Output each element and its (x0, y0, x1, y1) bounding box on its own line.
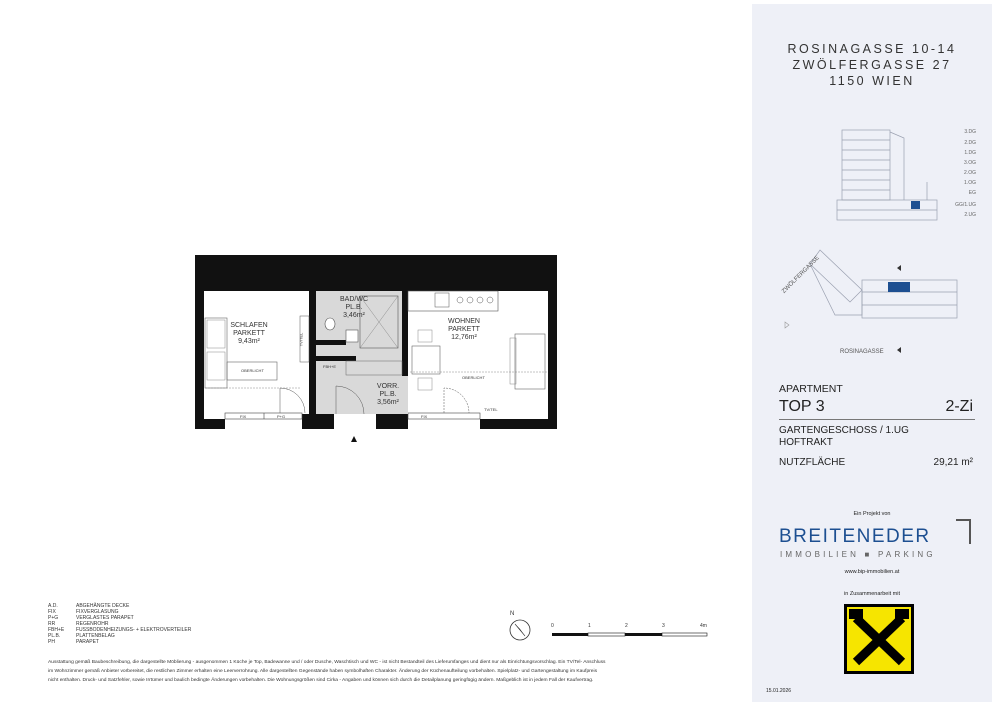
room-name: VORR. (376, 383, 400, 390)
fbh-label: FBH+E (323, 364, 337, 369)
info-sidebar (752, 4, 992, 702)
brand-url: www.bip-immobilien.at (844, 569, 900, 575)
level-label: 1.DG (964, 150, 976, 156)
room-area: 3,56m² (377, 399, 399, 406)
disclaimer-line: Ausstattung gemäß Baubeschreibung, die dargestellte Möblierung - ausgenommen 1 Küche je Top, Badewanne und / oder Dusche, Waschtisch und WC - ist nicht Bestandteil des Lieferumfanges und dient nur als Einrichtungsvorschlag. Ein TV/Tel- Anschluss (48, 660, 606, 665)
brand-name: BREITENEDER (779, 526, 931, 547)
room-floor: PL.B. (379, 391, 397, 398)
site-plan-diagram (780, 240, 970, 360)
room-label-bad (326, 296, 382, 320)
scale-bar (550, 632, 710, 638)
north-label: N (510, 611, 515, 617)
disclaimer-line: im Wohnzimmer gemäß Anbieter vorbereitet, die restlichen Zimmer erhalten eine Leerverrohrung. Alle dargestellten Gegenstände haben symbolhaften Charakter. Änderung der Küchenaufteilung vorbehalten. Spielplatz- und Gartengestaltung im Kaufpreis (48, 669, 598, 674)
room-name: WOHNEN (448, 318, 480, 325)
room-area: 12,76m² (451, 334, 477, 341)
street-label-zwoelfergasse: ZWÖLFERGASSE (781, 255, 821, 295)
divider (779, 419, 975, 420)
room-label-schlafen (222, 322, 276, 346)
partner-logo-icon (844, 604, 914, 674)
room-area: 3,46m² (343, 312, 365, 319)
north-arrow-icon (506, 613, 534, 643)
room-area: 9,43m² (238, 338, 260, 345)
address-line-2: ZWÖLFERGASSE 27 (792, 58, 952, 72)
room-name: SCHLAFEN (230, 322, 268, 329)
room-label-wohnen (436, 318, 492, 342)
street-label-rosinagasse: ROSINAGASSE (840, 349, 884, 355)
scale-tick-0: 0 (551, 623, 554, 629)
legend-row: RR REGENROHR (48, 621, 109, 627)
room-name: BAD/WC (340, 296, 368, 303)
coop-label: in Zusammenarbeit mit (844, 591, 900, 597)
level-label: 2.DG (964, 140, 976, 146)
pg-label: P+G (277, 414, 286, 419)
legend-row: PH PARAPET (48, 639, 99, 645)
level-label: 3.DG (964, 129, 976, 135)
brand-intro: Ein Projekt von (853, 511, 891, 517)
tv-label-living: TV/TEL (484, 407, 498, 412)
floor-plan (190, 250, 562, 450)
area-label: NUTZFLÄCHE (779, 457, 846, 468)
legend-row: FBH+E FUSSBODENHEIZUNGS- + ELEKTROVERTEILER (48, 627, 192, 633)
fix-label-2: FIX (421, 414, 428, 419)
legend-row: PL.B. PLATTENBELAG (48, 633, 115, 639)
legend-row: A.D. ABGEHÄNGTE DECKE (48, 603, 130, 609)
apartment-rooms: 2-Zi (945, 398, 973, 415)
disclaimer-line: nicht enthalten. Druck- und Satzfehler, sowie Irrtümer und baulich bedingte Änderungen vorbehalten. Die Wohnungsgrößen sind Cirka - Angaben und können sich durch die Detailplanung geringfügig ändern. Maßgeblich ist in jedem Fall der Kaufvertrag. (48, 678, 594, 683)
building-section-diagram (832, 122, 942, 232)
apartment-type-label: APARTMENT (779, 383, 843, 395)
scale-tick-2: 2 (625, 623, 628, 629)
level-label: 1.OG (964, 180, 976, 186)
apartment-floor: GARTENGESCHOSS / 1.UG (779, 425, 909, 436)
scale-tick-1: 1 (588, 623, 591, 629)
scale-tick-4: 4m (700, 623, 707, 629)
level-label: 2.OG (964, 170, 976, 176)
oberlicht-label-bedroom: OBERLICHT (241, 368, 264, 373)
address-line-3: 1150 WIEN (829, 74, 915, 88)
legend-row: P+G VERGLASTES PARAPET (48, 615, 134, 621)
area-value: 29,21 m² (933, 457, 973, 468)
legend (48, 603, 191, 645)
room-label-vorraum (360, 383, 416, 407)
room-floor: PARKETT (233, 330, 265, 337)
level-label: 3.OG (964, 160, 976, 166)
level-label: EG (968, 190, 976, 196)
apartment-top: TOP 3 (779, 398, 825, 415)
apartment-wing: HOFTRAKT (779, 437, 833, 448)
tv-label-bedroom: TV/TEL (298, 332, 304, 347)
document-date: 15.01.2026 (766, 688, 792, 694)
brand-bracket-icon (955, 518, 973, 546)
level-label: GG/1.UG (955, 202, 976, 208)
fix-label-1: FIX (240, 414, 247, 419)
room-floor: PL.B. (345, 304, 363, 311)
level-label: 2.UG (964, 212, 976, 218)
scale-tick-3: 3 (662, 623, 665, 629)
legend-row: FIX FIXVERGLASUNG (48, 609, 119, 615)
oberlicht-label-living: OBERLICHT (462, 375, 485, 380)
brand-sub: IMMOBILIEN ■ PARKING (780, 550, 936, 559)
address-line-1: ROSINAGASSE 10-14 (787, 42, 957, 56)
room-floor: PARKETT (448, 326, 480, 333)
